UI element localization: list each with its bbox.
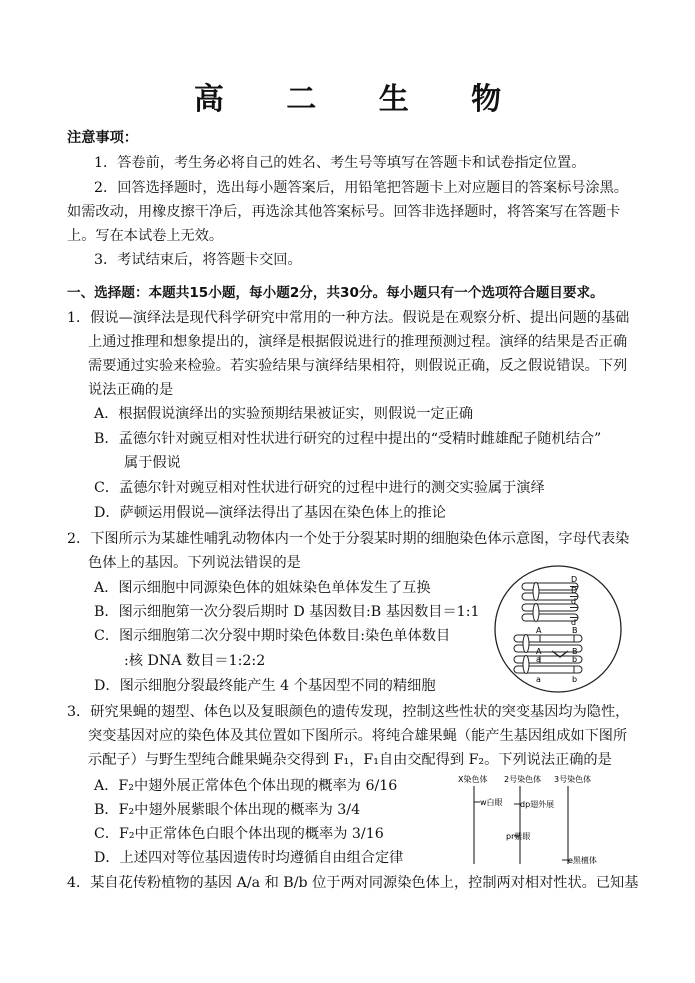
option: C．图示细胞第二次分裂中期时染色体数目:染色单体数目 [94,628,451,644]
gene-locus: w白眼 [480,798,503,807]
gene-locus: e黑檀体 [568,856,597,865]
question-stem: 3．研究果蝇的翅型、体色以及复眼颜色的遗传发现，控制这些性状的突变基因均为隐性， [67,704,630,720]
gene-label: D [571,575,578,584]
question-stem: 色体上的基因。下列说法错误的是 [88,555,301,571]
question-stem: 1．假说—演绎法是现代科学研究中常用的一种方法。假说是在观察分析、提出问题的基础 [67,310,630,326]
option: D．萨顿运用假说—演绎法得出了基因在染色体上的推论 [94,505,446,521]
notice-line: 1．答卷前，考生务必将自己的姓名、考生号等填写在答题卡和试卷指定位置。 [94,155,586,171]
gene-label: b [572,655,578,664]
option: D．图示细胞分裂最终能产生 4 个基因型不同的精细胞 [94,678,436,694]
option: B．图示细胞第一次分裂后期时 D 基因数目:B 基因数目＝1:1 [94,604,480,620]
question-stem: 4．某自花传粉植物的基因 A/a 和 B/b 位于两对同源染色体上，控制两对相对性状。已知基 [67,875,639,891]
section-heading: 一、选择题：本题共15小题，每小题2分，共30分。每小题只有一个选项符合题目要求。 [67,285,604,301]
option: :核 DNA 数目＝1:2:2 [124,653,266,669]
option: C．F₂中正常体色白眼个体出现的概率为 3/16 [94,826,384,842]
question-stem: 上通过推理和想象提出的，演绎是根据假说进行的推理预测过程。演绎的结果是否正确 [88,334,628,350]
option: C．孟德尔针对豌豆相对性状进行研究的过程中进行的测交实验属于演绎 [94,480,545,496]
gene-label: d [571,597,577,606]
gene-map-figure [456,772,616,870]
notice-line: 2．回答选择题时，选出每小题答案后，用铅笔把答题卡上对应题目的答案标号涂黑。 [94,180,628,196]
notice-heading: 注意事项： [67,130,138,146]
option: A．F₂中翅外展正常体色个体出现的概率为 6/16 [94,778,398,794]
gene-label: d [571,618,577,627]
page-title: 高 二 生 物 [193,82,528,117]
chromosome-header: 3号染色体 [554,775,592,784]
gene-label: A [536,647,542,656]
gene-label: A [536,626,542,635]
option: B．孟德尔针对豌豆相对性状进行研究的过程中提出的“受精时雌雄配子随机结合” [94,431,602,447]
question-stem: 示配子）与野生型纯合雌果蝇杂交得到 F₁，F₁自由交配得到 F₂。下列说法正确的是 [88,752,612,768]
question-stem: 需要通过实验来检验。若实验结果与演绎结果相符，则假说正确，反之假说错误。下列 [88,358,628,374]
option: A．根据假说演绎出的实验预期结果被证实，则假说一定正确 [94,406,474,422]
question-stem: 2．下图所示为某雄性哺乳动物体内一个处于分裂某时期的细胞染色体示意图，字母代表染 [67,531,630,547]
option: 属于假说 [124,455,181,471]
gene-locus: dp翅外展 [520,800,555,809]
option: D．上述四对等位基因遗传时均遵循自由组合定律 [94,850,404,866]
gene-label: b [572,675,578,684]
gene-label: a [536,655,541,664]
notice-line: 如需改动，用橡皮擦干净后，再选涂其他答案标号。回答非选择题时，将答案写在答题卡 [67,204,621,220]
chromosome-header: X染色体 [458,775,488,784]
chromosome-header: 2号染色体 [504,775,542,784]
cell-chromosome-figure [492,563,624,695]
option: B．F₂中翅外展紫眼个体出现的概率为 3/4 [94,802,361,818]
question-stem: 说法正确的是 [88,382,174,398]
gene-label: B [572,626,578,635]
notice-line: 上。写在本试卷上无效。 [67,228,224,244]
option: A．图示细胞中同源染色体的姐妹染色单体发生了互换 [94,580,431,596]
gene-label: D [571,586,578,595]
notice-line: 3．考试结束后，将答题卡交回。 [94,252,302,268]
gene-locus: pr紫眼 [506,832,531,841]
question-stem: 突变基因对应的染色体及其位置如下图所示。将纯合雄果蝇（能产生基因组成如下图所 [88,728,628,744]
gene-label: a [536,675,541,684]
gene-label: B [572,647,578,656]
